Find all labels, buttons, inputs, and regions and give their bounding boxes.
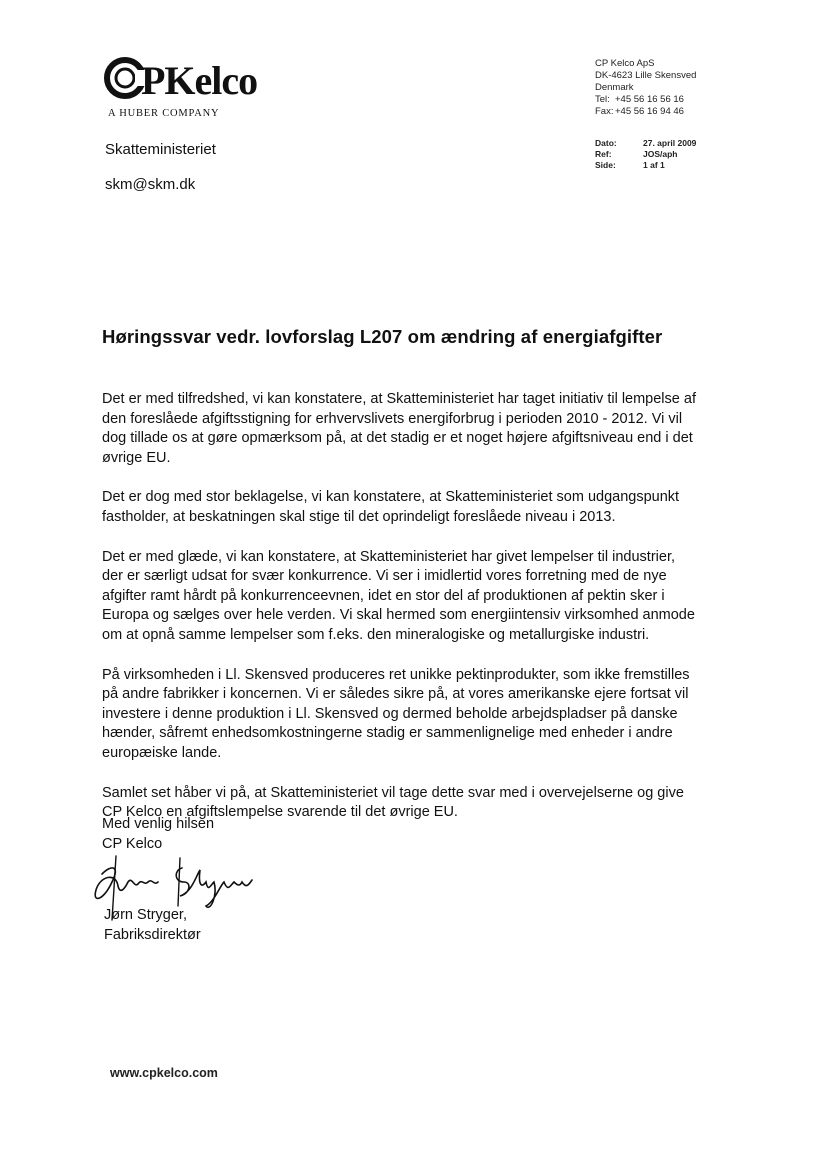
closing-greeting: Med venlig hilsen: [102, 816, 215, 832]
tel-label: Tel:: [595, 94, 610, 105]
body-paragraph: Det er dog med stor beklagelse, vi kan konstatere, at Skatteministeriet som udgangspunkt fastholder, at beskatningen skal stige til det oprindeligt foreslåede niveau i 2013.: [102, 489, 680, 525]
svg-text:PKelco: PKelco: [141, 58, 258, 102]
meta-ref: [595, 149, 696, 160]
fax-label: Fax:: [595, 106, 614, 117]
signer-title: Fabriksdirektør: [104, 926, 201, 943]
recipient-email: skm@skm.dk: [105, 176, 196, 193]
letter-subject: Høringssvar vedr. lovforslag L207 om ændring af energiafgifter: [102, 326, 663, 347]
body-paragraph: Det er med tilfredshed, vi kan konstatere, at Skatteministeriet har taget initiativ til lempelse af den foreslåede afgiftsstigning for erhvervslivets energiforbrug i perioden 2010 - 2012. Vi vil dog tillade os at gøre opmærksom på, at det stadig er et noget højere afgiftsniveau end i det øvrige EU.: [102, 391, 696, 466]
sender-line: Denmark: [595, 82, 634, 93]
sender-fax: [595, 106, 696, 118]
body-paragraph: Det er med glæde, vi kan konstatere, at Skatteministeriet har givet lempelser til industrier, der er særligt udsat for svær konkurrence. Vi ser i imidlertid vores forretning med de nye afgifter ramt hårdt på konkurrenceevnen, idet en stor del af produktionen af pektin sker i Europa og sælges over hele verden. Vi skal hermed som energiintensiv virksomhed anmode om at opnå samme lempelser som f.eks. den mineralogiske og metallurgiske industri.: [102, 548, 695, 643]
logo-tagline: A HUBER COMPANY: [108, 108, 220, 119]
letter-body: [102, 390, 772, 843]
page-label: Side:: [595, 160, 616, 170]
footer-website: www.cpkelco.com: [110, 1066, 218, 1080]
signer-block: [104, 906, 201, 945]
meta-page: [595, 160, 696, 171]
closing-company: CP Kelco: [102, 835, 163, 852]
page-value: 1 af 1: [643, 160, 665, 170]
sender-tel: [595, 94, 696, 106]
tel-value: +45 56 16 56 16: [615, 94, 684, 105]
meta-date: [595, 138, 696, 149]
ref-value: JOS/aph: [643, 149, 678, 159]
cpkelco-logo-mark: [103, 54, 298, 102]
recipient-name: Skatteministeriet: [105, 141, 216, 158]
body-paragraph: Samlet set håber vi på, at Skatteministeriet vil tage dette svar med i overvejelserne og give CP Kelco en afgiftslempelse svarende til det øvrige EU.: [102, 784, 684, 821]
date-label: Dato:: [595, 138, 617, 148]
body-paragraph: På virksomheden i Ll. Skensved produceres ret unikke pektinprodukter, som ikke fremstilles på andre fabrikker i koncernen. Vi er således sikre på, at vores amerikanske ejere fortsat vil investere i denne produktion i Ll. Skensved og dermed beholde arbejdspladser på danske hænder, såfremt enhedsomkostningerne stadig er sammenlignelige med enheder i andre europæiske lande.: [102, 666, 690, 761]
signer-name: Jørn Stryger,: [104, 907, 187, 923]
fax-value: +45 56 16 94 46: [615, 106, 684, 117]
letter-meta: [595, 138, 696, 171]
date-value: 27. april 2009: [643, 138, 697, 148]
sender-address: [595, 58, 696, 118]
company-logo: [103, 54, 298, 102]
sender-line: CP Kelco ApS: [595, 58, 655, 69]
sender-line: DK-4623 Lille Skensved: [595, 70, 697, 81]
ref-label: Ref:: [595, 149, 612, 159]
